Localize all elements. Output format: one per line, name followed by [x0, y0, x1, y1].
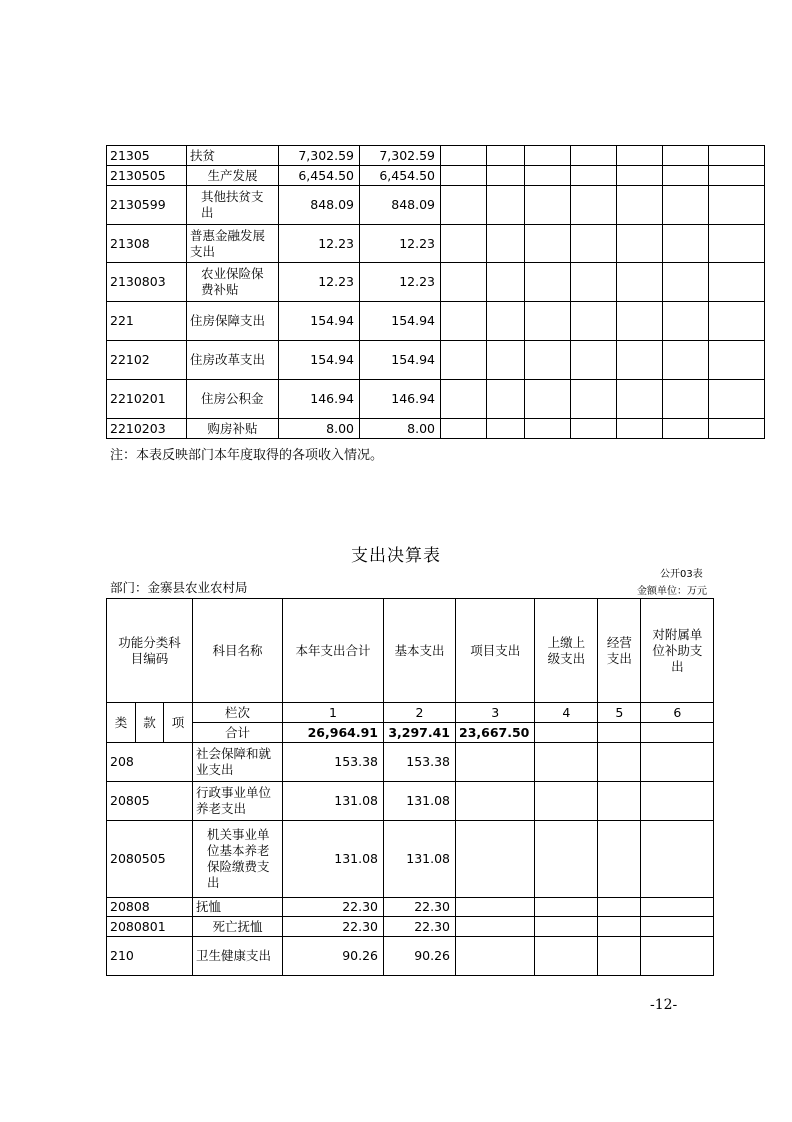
code-cell: 2080801	[107, 917, 193, 937]
name-cell: 生产发展	[187, 166, 279, 186]
header-total: 本年支出合计	[283, 599, 384, 703]
col-num: 5	[598, 703, 641, 723]
total-cell: 12.23	[279, 263, 360, 302]
sum-total: 26,964.91	[283, 723, 384, 743]
table-row	[107, 917, 714, 937]
name-cell: 普惠金融发展支出	[187, 225, 279, 263]
header-lei: 类	[107, 703, 136, 743]
total-cell: 7,302.59	[279, 146, 360, 166]
header-kuan: 款	[136, 703, 164, 743]
basic-cell: 22.30	[384, 898, 456, 917]
code-cell: 2130505	[107, 166, 187, 186]
name-cell: 死亡抚恤	[193, 917, 283, 937]
name-cell: 机关事业单位基本养老保险缴费支出	[193, 821, 283, 898]
table-row	[107, 302, 765, 341]
name-cell: 行政事业单位养老支出	[193, 782, 283, 821]
name-cell: 其他扶贫支出	[187, 186, 279, 225]
basic-cell: 131.08	[384, 782, 456, 821]
code-cell: 210	[107, 937, 193, 976]
basic-cell: 12.23	[360, 225, 441, 263]
income-table-continued	[106, 145, 765, 439]
code-cell: 20805	[107, 782, 193, 821]
code-cell: 2080505	[107, 821, 193, 898]
basic-cell: 153.38	[384, 743, 456, 782]
basic-cell: 22.30	[384, 917, 456, 937]
table-row	[107, 225, 765, 263]
total-cell: 6,454.50	[279, 166, 360, 186]
name-cell: 购房补贴	[187, 419, 279, 439]
basic-cell: 146.94	[360, 380, 441, 419]
basic-cell: 12.23	[360, 263, 441, 302]
name-cell: 农业保险保费补贴	[187, 263, 279, 302]
header-upper: 上缴上级支出	[535, 599, 598, 703]
code-cell: 208	[107, 743, 193, 782]
code-cell: 2210203	[107, 419, 187, 439]
table-note: 注：本表反映部门本年度取得的各项收入情况。	[110, 448, 384, 463]
code-cell: 21305	[107, 146, 187, 166]
code-cell: 20808	[107, 898, 193, 917]
basic-cell: 8.00	[360, 419, 441, 439]
table-row	[107, 341, 765, 380]
header-row	[107, 599, 714, 703]
header-xiang: 项	[164, 703, 193, 743]
form-number: 公开03表	[660, 569, 703, 580]
code-cell: 2130599	[107, 186, 187, 225]
total-cell: 154.94	[279, 341, 360, 380]
name-cell: 扶贫	[187, 146, 279, 166]
basic-cell: 6,454.50	[360, 166, 441, 186]
name-cell: 住房改革支出	[187, 341, 279, 380]
basic-cell: 7,302.59	[360, 146, 441, 166]
sum-basic: 3,297.41	[384, 723, 456, 743]
table-row	[107, 263, 765, 302]
page-number: -12-	[650, 997, 678, 1013]
sum-row	[107, 723, 714, 743]
code-cell: 21308	[107, 225, 187, 263]
header-project: 项目支出	[456, 599, 535, 703]
col-num: 6	[641, 703, 714, 723]
name-cell: 抚恤	[193, 898, 283, 917]
table-row	[107, 782, 714, 821]
table-row	[107, 166, 765, 186]
table-row	[107, 380, 765, 419]
total-cell: 153.38	[283, 743, 384, 782]
name-cell: 卫生健康支出	[193, 937, 283, 976]
col-num: 3	[456, 703, 535, 723]
header-name: 科目名称	[193, 599, 283, 703]
basic-cell: 90.26	[384, 937, 456, 976]
code-cell: 2130803	[107, 263, 187, 302]
total-cell: 22.30	[283, 917, 384, 937]
department-label: 部门：金寨县农业农村局	[110, 580, 248, 595]
col-num: 1	[283, 703, 384, 723]
amount-unit: 金额单位：万元	[637, 586, 707, 597]
header-business: 经营支出	[598, 599, 641, 703]
page-title: 支出决算表	[351, 546, 441, 566]
total-cell: 146.94	[279, 380, 360, 419]
total-cell: 131.08	[283, 821, 384, 898]
total-cell: 848.09	[279, 186, 360, 225]
col-num: 4	[535, 703, 598, 723]
header-code: 功能分类科目编码	[107, 599, 193, 703]
table-row	[107, 419, 765, 439]
basic-cell: 131.08	[384, 821, 456, 898]
table-row	[107, 821, 714, 898]
column-index-row	[107, 703, 714, 723]
total-cell: 8.00	[279, 419, 360, 439]
total-cell: 131.08	[283, 782, 384, 821]
header-basic: 基本支出	[384, 599, 456, 703]
code-cell: 2210201	[107, 380, 187, 419]
table-row	[107, 186, 765, 225]
table-row	[107, 146, 765, 166]
col-num: 2	[384, 703, 456, 723]
basic-cell: 154.94	[360, 341, 441, 380]
table-row	[107, 743, 714, 782]
sum-label: 合计	[193, 723, 283, 743]
code-cell: 22102	[107, 341, 187, 380]
code-cell: 221	[107, 302, 187, 341]
table-row	[107, 937, 714, 976]
col-label: 栏次	[193, 703, 283, 723]
expenditure-table	[106, 598, 714, 976]
table-row	[107, 898, 714, 917]
total-cell: 90.26	[283, 937, 384, 976]
name-cell: 住房公积金	[187, 380, 279, 419]
sum-project: 23,667.50	[456, 723, 535, 743]
basic-cell: 154.94	[360, 302, 441, 341]
name-cell: 社会保障和就业支出	[193, 743, 283, 782]
total-cell: 12.23	[279, 225, 360, 263]
header-subsidy: 对附属单位补助支出	[641, 599, 714, 703]
total-cell: 22.30	[283, 898, 384, 917]
name-cell: 住房保障支出	[187, 302, 279, 341]
basic-cell: 848.09	[360, 186, 441, 225]
total-cell: 154.94	[279, 302, 360, 341]
